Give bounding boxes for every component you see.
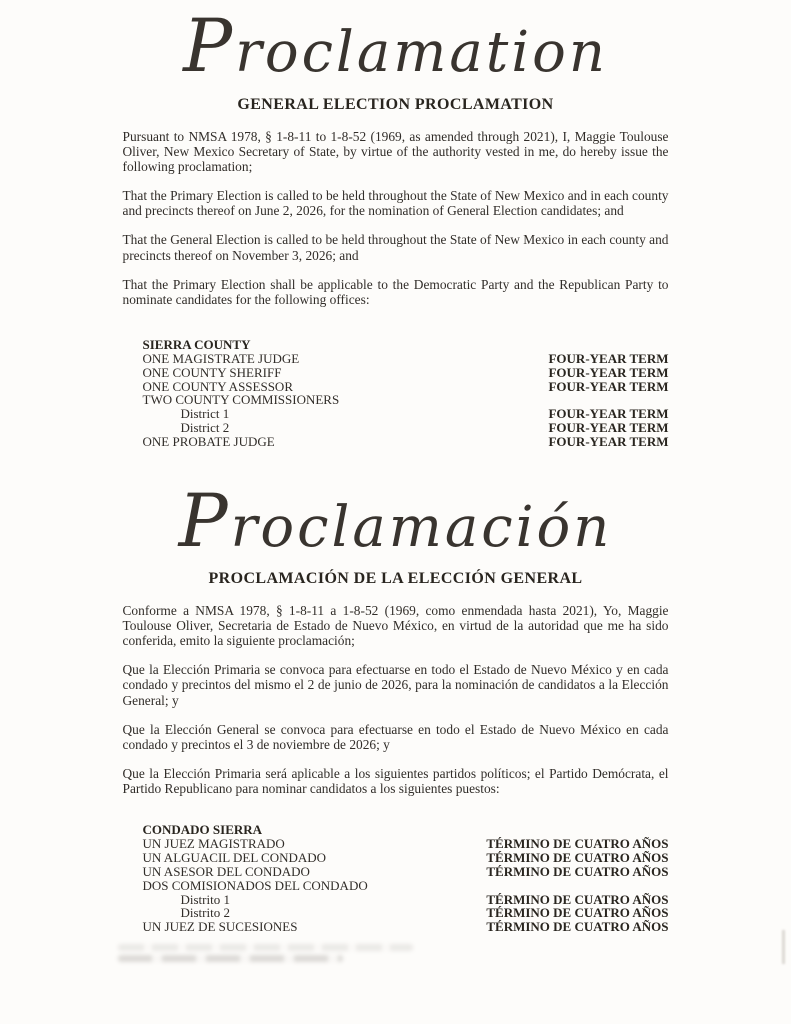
office-name: UN JUEZ DE SUCESIONES [142, 919, 298, 935]
table-row [143, 823, 669, 837]
term-length: TÉRMINO DE CUATRO AÑOS [486, 835, 669, 851]
term-length: FOUR-YEAR TERM [548, 434, 669, 450]
paragraph-spanish-4: Que la Elección Primaria será aplicable a los siguientes partidos políticos; el Partido Demócrata, el Partido Republicano para nominar candidatos a los siguientes puestos: [122, 765, 669, 796]
paragraph-english-4: That the Primary Election shall be applicable to the Democratic Party and the Republican Party to nominate candidates for the following offices: [122, 276, 669, 307]
office-name: ONE COUNTY SHERIFF [142, 364, 282, 380]
offices-table-spanish [143, 823, 669, 934]
table-row [143, 366, 669, 380]
spanish-section [122, 479, 669, 935]
paragraph-english-1: Pursuant to NMSA 1978, § 1-8-11 to 1-8-52 (1969, as amended through 2021), I, Maggie Toulouse Oliver, New Mexico Secretary of State, by virtue of the authority vested in me, do hereby issue the following proclamation; [122, 129, 669, 175]
offices-table-english [143, 338, 669, 449]
script-title-english: Proclamation [183, 4, 608, 89]
table-row [143, 837, 669, 851]
term-length: FOUR-YEAR TERM [548, 406, 669, 422]
office-name: ONE PROBATE JUDGE [142, 434, 275, 450]
table-row [143, 435, 669, 449]
term-length: TÉRMINO DE CUATRO AÑOS [486, 891, 669, 907]
heading-spanish: PROCLAMACIÓN DE LA ELECCIÓN GENERAL [208, 570, 583, 588]
office-name: ONE MAGISTRATE JUDGE [142, 350, 300, 366]
paragraph-spanish-2: Que la Elección Primaria se convoca para efectuarse en todo el Estado de Nuevo México y en cada condado y precintos del mismo el 2 de junio de 2026, para la nominación de candidatos a la Elección General; y [122, 662, 669, 708]
table-row [143, 380, 669, 394]
faint-cutoff-text-artifact [118, 944, 418, 966]
table-row [143, 421, 669, 435]
table-row [143, 851, 669, 865]
office-name: TWO COUNTY COMMISSIONERS [142, 392, 340, 408]
office-name-district: District 1 [180, 406, 230, 422]
term-length: TÉRMINO DE CUATRO AÑOS [486, 863, 669, 879]
scan-smudge-line [118, 944, 413, 951]
term-length: TÉRMINO DE CUATRO AÑOS [486, 919, 669, 935]
english-section [123, 6, 669, 449]
table-row [143, 906, 669, 920]
table-row [143, 879, 669, 893]
office-name-district: District 2 [180, 420, 230, 436]
term-length: TÉRMINO DE CUATRO AÑOS [486, 849, 669, 865]
script-title-spanish: Proclamación [178, 479, 613, 565]
office-name: UN ASESOR DEL CONDADO [142, 863, 310, 879]
document-content-column [123, 0, 669, 934]
office-name: UN ALGUACIL DEL CONDADO [142, 849, 327, 865]
table-row [143, 407, 669, 421]
paragraph-spanish-3: Que la Elección General se convoca para efectuarse en todo el Estado de Nuevo México en cada condado y precintos el 3 de noviembre de 2026; y [122, 721, 669, 752]
county-header: CONDADO SIERRA [142, 822, 263, 838]
table-row [143, 393, 669, 407]
office-name: UN JUEZ MAGISTRADO [142, 835, 285, 851]
office-name-district: Distrito 2 [180, 905, 230, 921]
table-row [143, 338, 669, 352]
scan-edge-artifact [782, 930, 785, 964]
term-length: FOUR-YEAR TERM [548, 350, 669, 366]
office-name: DOS COMISIONADOS DEL CONDADO [142, 877, 368, 893]
term-length: TÉRMINO DE CUATRO AÑOS [486, 905, 669, 921]
heading-english: GENERAL ELECTION PROCLAMATION [237, 96, 554, 113]
county-header: SIERRA COUNTY [142, 336, 251, 352]
table-row [143, 920, 669, 934]
office-name: ONE COUNTY ASSESSOR [142, 378, 293, 394]
term-length: FOUR-YEAR TERM [548, 420, 669, 436]
table-row [143, 352, 669, 366]
paragraph-spanish-1: Conforme a NMSA 1978, § 1-8-11 a 1-8-52 (1969, como enmendada hasta 2021), Yo, Maggie Toulouse Oliver, Secretaria de Estado de Nuevo México, en virtud de la autoridad que me ha sido conferida, emito la siguiente proclamación; [122, 603, 669, 649]
office-name-district: Distrito 1 [180, 891, 230, 907]
table-row [143, 893, 669, 907]
paragraph-english-3: That the General Election is called to be held throughout the State of New Mexico in each county and precincts thereof on November 3, 2026; and [122, 232, 669, 263]
term-length: FOUR-YEAR TERM [548, 364, 669, 380]
scan-smudge-line [118, 955, 343, 962]
table-row [143, 865, 669, 879]
term-length: FOUR-YEAR TERM [548, 378, 669, 394]
paragraph-english-2: That the Primary Election is called to be held throughout the State of New Mexico and in each county and precincts thereof on June 2, 2026, for the nomination of General Election candidates; and [122, 188, 669, 219]
